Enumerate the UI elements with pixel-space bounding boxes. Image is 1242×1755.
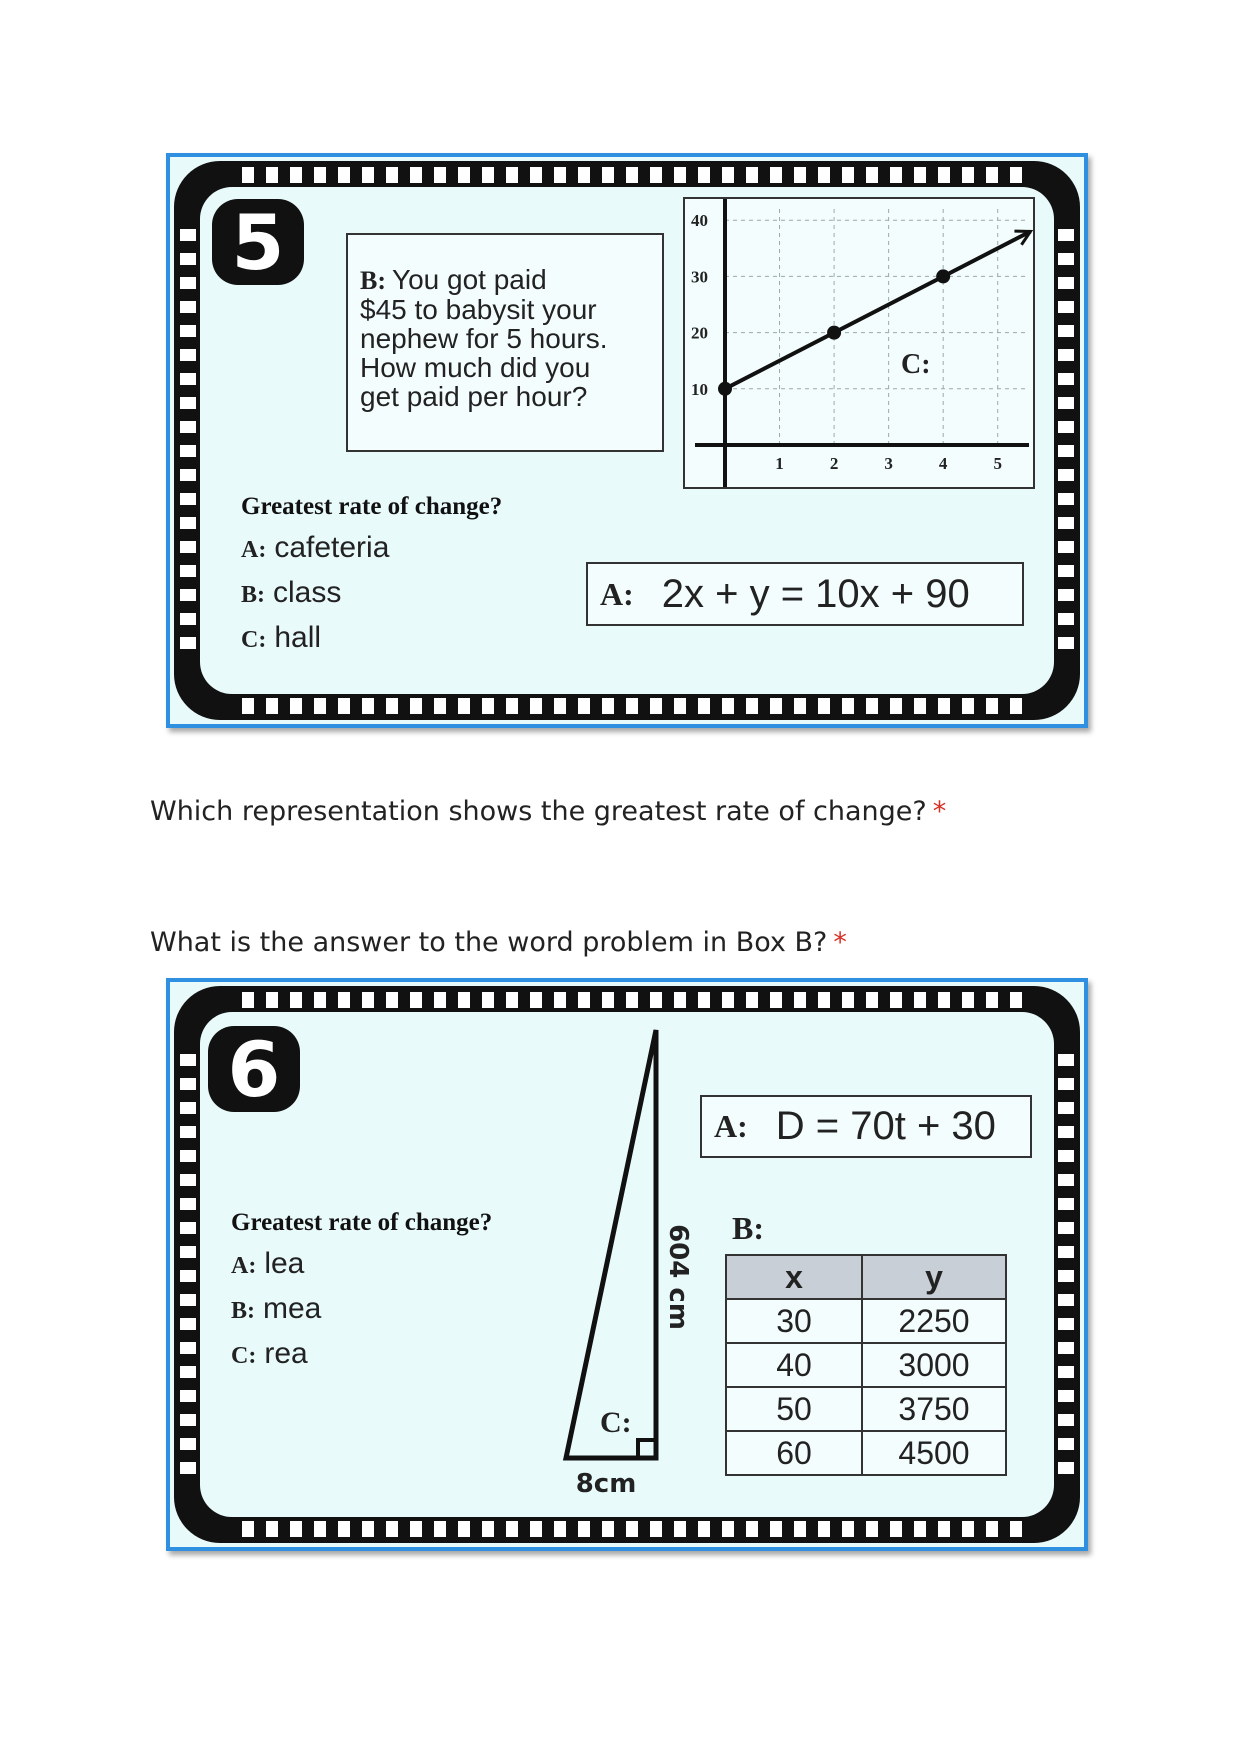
word-problem-line: get paid per hour? [360,381,588,412]
frame-check [338,698,350,714]
frame-check [180,541,196,553]
frame-check [530,1521,542,1537]
table-cell: 30 [726,1299,862,1343]
heading: Greatest rate of change? [231,1209,493,1236]
frame-check [818,992,830,1008]
frame-check [1058,565,1074,577]
frame-check [180,1174,196,1186]
frame-check [674,698,686,714]
frame-check [386,167,398,183]
frame-check [180,277,196,289]
frame-check [266,167,278,183]
frame-check [180,1294,196,1306]
frame-check [650,1521,662,1537]
option-tag: A: [231,1253,257,1279]
frame-check [180,421,196,433]
column-header: y [862,1255,1006,1299]
frame-check [180,517,196,529]
frame-check [180,253,196,265]
question-text: Which representation shows the greatest rate of change? [150,796,927,827]
frame-check [242,992,254,1008]
table-row [726,1431,1006,1475]
frame-check [986,1521,998,1537]
frame-check [794,992,806,1008]
frame-check [770,167,782,183]
table-row [726,1387,1006,1431]
y-tick-label: 40 [691,211,708,231]
frame-check [180,1462,196,1474]
option-text: hall [274,621,322,654]
frame-check [458,167,470,183]
frame-check [410,698,422,714]
card-number: 5 [212,199,304,285]
frame-check [698,167,710,183]
word-problem-line: How much did you [360,352,591,383]
frame-check [180,445,196,457]
frame-check [290,698,302,714]
frame-check [180,493,196,505]
frame-check [1058,1102,1074,1114]
frame-check [746,992,758,1008]
frame-check [1058,277,1074,289]
x-tick-label: 3 [884,454,893,473]
frame-check [482,992,494,1008]
frame-check [1058,1270,1074,1282]
frame-check [482,698,494,714]
frame-check [434,698,446,714]
frame-check [180,373,196,385]
frame-check [818,1521,830,1537]
heading: Greatest rate of change? [241,493,503,520]
frame-check [866,167,878,183]
frame-check [866,698,878,714]
frame-check [914,167,926,183]
frame-check [290,992,302,1008]
option-text: class [273,576,342,609]
equation-box-a [700,1095,1032,1158]
question-text: What is the answer to the word problem in Box B? [150,927,828,958]
frame-check [1010,167,1022,183]
frame-check [1010,992,1022,1008]
frame-check [180,469,196,481]
column-header: x [726,1255,862,1299]
frame-check [938,167,950,183]
table-cell: 3000 [862,1343,1006,1387]
frame-check [554,1521,566,1537]
frame-check [1058,445,1074,457]
frame-check [180,613,196,625]
frame-check [578,698,590,714]
triangle-shape [566,1030,656,1458]
frame-check [626,1521,638,1537]
frame-check [986,167,998,183]
frame-check [180,1366,196,1378]
frame-check [890,167,902,183]
frame-check [602,698,614,714]
option-text: mea [263,1292,322,1325]
frame-check [266,698,278,714]
frame-check [180,565,196,577]
frame-check [1058,229,1074,241]
frame-check [242,1521,254,1537]
frame-check [746,167,758,183]
frame-check [722,698,734,714]
table-tag: B: [732,1210,764,1246]
option-tag: B: [231,1298,255,1324]
equation-text: 2x + y = 10x + 90 [661,571,970,616]
frame-check [1058,325,1074,337]
frame-check [722,1521,734,1537]
card-5 [166,153,1088,728]
option-c [231,1337,308,1371]
option-text: lea [264,1247,305,1280]
frame-check [1010,698,1022,714]
option-a [241,531,389,565]
frame-check [362,1521,374,1537]
frame-check [674,992,686,1008]
frame-check [842,167,854,183]
frame-check [1058,1366,1074,1378]
frame-check [180,1150,196,1162]
frame-check [180,1342,196,1354]
frame-check [506,1521,518,1537]
frame-check [180,1126,196,1138]
data-point [827,326,841,340]
frame-check [434,167,446,183]
frame-check [554,698,566,714]
frame-check [482,1521,494,1537]
frame-check [794,698,806,714]
frame-check [1058,1198,1074,1210]
frame-check [554,167,566,183]
frame-check [482,167,494,183]
frame-check [914,992,926,1008]
frame-check [530,698,542,714]
frame-check [938,1521,950,1537]
frame-check [1058,253,1074,265]
frame-check [338,992,350,1008]
frame-check [770,992,782,1008]
frame-check [1058,349,1074,361]
option-tag: B: [241,582,265,608]
frame-check [180,1198,196,1210]
frame-check [180,1414,196,1426]
frame-check [338,1521,350,1537]
frame-check [386,992,398,1008]
frame-check [794,167,806,183]
frame-check [314,992,326,1008]
frame-check [842,992,854,1008]
frame-check [434,992,446,1008]
x-tick-label: 1 [775,454,784,473]
frame-check [314,167,326,183]
y-tick-label: 30 [691,267,708,287]
frame-check [314,698,326,714]
frame-check [458,1521,470,1537]
frame-check [386,698,398,714]
frame-check [1058,301,1074,313]
frame-check [266,992,278,1008]
frame-check [180,1438,196,1450]
frame-check [180,325,196,337]
frame-check [1058,637,1074,649]
option-text: rea [264,1337,308,1370]
frame-check [722,167,734,183]
frame-check [1010,1521,1022,1537]
frame-check [1058,589,1074,601]
frame-check [698,1521,710,1537]
frame-check [180,1222,196,1234]
frame-check [362,167,374,183]
frame-check [180,397,196,409]
frame-check [180,1102,196,1114]
table-cell: 60 [726,1431,862,1475]
base-label: 8cm [575,1469,637,1499]
y-tick-label: 20 [691,323,708,343]
frame-check [746,1521,758,1537]
frame-check [722,992,734,1008]
frame-check [890,698,902,714]
frame-check [1058,1150,1074,1162]
table-cell: 4500 [862,1431,1006,1475]
table-cell: 3750 [862,1387,1006,1431]
frame-check [818,167,830,183]
frame-check [458,992,470,1008]
frame-check [626,698,638,714]
frame-check [180,229,196,241]
xy-table [725,1254,1007,1476]
frame-check [890,1521,902,1537]
frame-check [1058,493,1074,505]
equation-text: D = 70t + 30 [775,1104,996,1148]
frame-check [386,1521,398,1537]
frame-check [180,1390,196,1402]
frame-check [290,1521,302,1537]
frame-check [180,301,196,313]
frame-check [914,1521,926,1537]
option-tag: C: [231,1343,257,1369]
data-point [936,269,950,283]
frame-check [290,167,302,183]
frame-check [554,992,566,1008]
frame-check [180,349,196,361]
frame-check [1058,421,1074,433]
frame-check [626,992,638,1008]
frame-check [770,1521,782,1537]
right-triangle [550,1022,693,1502]
frame-check [1058,373,1074,385]
frame-check [506,167,518,183]
frame-check [578,167,590,183]
required-asterisk: * [932,796,947,827]
frame-check [890,992,902,1008]
frame-check [362,992,374,1008]
equation-tag: A: [714,1108,748,1144]
option-a [231,1247,304,1281]
frame-check [578,1521,590,1537]
frame-check [180,1078,196,1090]
equation-box-a [586,562,1024,626]
frame-check [180,637,196,649]
x-tick-label: 2 [829,454,839,473]
frame-check [410,167,422,183]
frame-check [338,167,350,183]
option-c [241,621,321,655]
frame-check [242,698,254,714]
frame-check [602,1521,614,1537]
frame-check [794,1521,806,1537]
frame-check [410,992,422,1008]
table-cell: 40 [726,1343,862,1387]
frame-check [1058,1414,1074,1426]
frame-check [746,698,758,714]
frame-check [986,698,998,714]
frame-check [180,589,196,601]
required-asterisk: * [833,927,847,958]
option-b [231,1292,321,1326]
frame-check [434,1521,446,1537]
height-label: 604 cm [663,1224,693,1330]
frame-check [1058,1462,1074,1474]
frame-check [1058,1078,1074,1090]
card-6 [166,978,1088,1551]
table-row [726,1343,1006,1387]
frame-check [698,992,710,1008]
frame-check [962,167,974,183]
frame-check [1058,1294,1074,1306]
frame-check [866,992,878,1008]
frame-check [410,1521,422,1537]
frame-check [1058,1054,1074,1066]
frame-check [506,698,518,714]
card-number: 6 [208,1026,300,1112]
word-problem-line: nephew for 5 hours. [360,323,608,354]
frame-check [962,1521,974,1537]
word-problem-line: You got paid [392,264,547,295]
frame-check [1058,1126,1074,1138]
frame-check [180,1054,196,1066]
frame-check [1058,1222,1074,1234]
frame-check [674,167,686,183]
data-point [718,382,732,396]
frame-check [180,1318,196,1330]
frame-check [1058,1438,1074,1450]
table-cell: 2250 [862,1299,1006,1343]
option-text: cafeteria [274,531,390,564]
option-tag: C: [241,627,267,653]
equation-tag: A: [600,575,634,612]
frame-check [1058,1174,1074,1186]
frame-check [962,992,974,1008]
word-problem-line: $45 to babysit your [360,294,597,325]
frame-check [842,698,854,714]
right-angle-mark [638,1440,656,1458]
graph-tag: C: [901,349,931,380]
option-b [241,576,341,610]
frame-check [650,167,662,183]
x-tick-label: 5 [993,454,1002,473]
frame-check [914,698,926,714]
frame-check [530,992,542,1008]
frame-check [818,698,830,714]
table-row [726,1299,1006,1343]
frame-check [458,698,470,714]
y-tick-label: 10 [691,379,708,399]
table-header-row [726,1255,1006,1299]
frame-check [1058,397,1074,409]
frame-check [1058,1342,1074,1354]
frame-check [180,1246,196,1258]
frame-check [1058,613,1074,625]
frame-check [938,698,950,714]
frame-check [242,167,254,183]
option-tag: A: [241,537,267,563]
frame-check [1058,541,1074,553]
frame-check [1058,1390,1074,1402]
frame-check [506,992,518,1008]
frame-check [962,698,974,714]
line-graph [683,197,1035,489]
frame-check [698,698,710,714]
frame-check [770,698,782,714]
table-cell: 50 [726,1387,862,1431]
frame-check [530,167,542,183]
frame-check [180,1270,196,1282]
frame-check [626,167,638,183]
question-greatest-rate [150,796,946,827]
triangle-tag: C: [600,1406,632,1439]
frame-check [578,992,590,1008]
frame-check [866,1521,878,1537]
frame-check [362,698,374,714]
frame-check [1058,1246,1074,1258]
frame-check [650,992,662,1008]
frame-check [986,992,998,1008]
frame-check [1058,1318,1074,1330]
frame-check [674,1521,686,1537]
frame-check [842,1521,854,1537]
frame-check [602,992,614,1008]
question-box-b-answer [150,927,847,958]
frame-check [266,1521,278,1537]
frame-check [938,992,950,1008]
frame-check [650,698,662,714]
frame-check [314,1521,326,1537]
x-tick-label: 4 [938,454,948,473]
box-b-tag: B: [360,266,386,295]
frame-check [1058,469,1074,481]
box-b-word-problem [346,233,664,452]
frame-check [602,167,614,183]
frame-check [1058,517,1074,529]
